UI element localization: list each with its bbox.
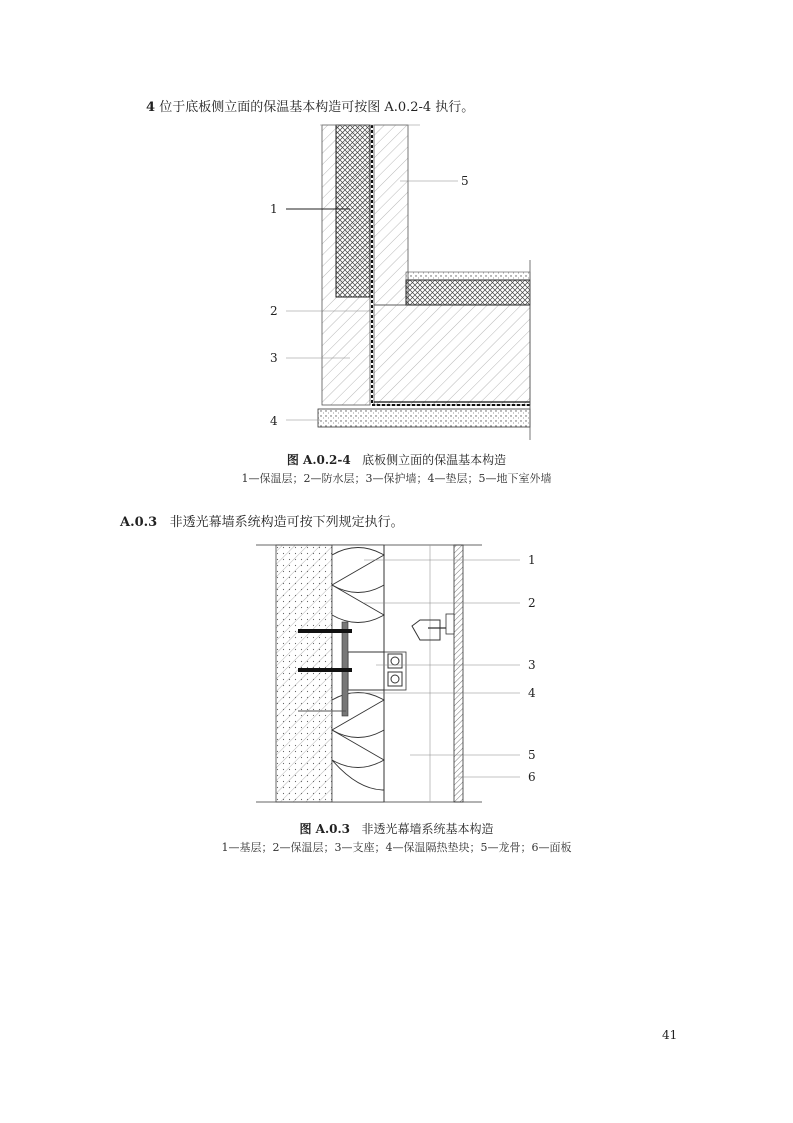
fig2-label-4: 4 bbox=[528, 686, 536, 700]
page-number: 41 bbox=[662, 1028, 678, 1042]
section-a03-text: 非透光幕墙系统构造可按下列规定执行。 bbox=[169, 515, 404, 530]
fig1-label-1: 1 bbox=[270, 202, 278, 216]
section-a03-paragraph bbox=[120, 511, 404, 530]
fig1-label-5: 5 bbox=[461, 174, 469, 188]
figure-a03-caption-title: 非透光幕墙系统基本构造 bbox=[361, 822, 494, 836]
figure-a024-caption-num: 图 A.0.2-4 bbox=[286, 453, 351, 467]
figure-a024-drawing bbox=[0, 0, 793, 470]
fig2-label-6: 6 bbox=[528, 770, 536, 784]
section-a03-number: A.0.3 bbox=[120, 515, 158, 530]
fig1-label-2: 2 bbox=[270, 304, 278, 318]
fig2-label-5: 5 bbox=[528, 748, 536, 762]
figure-a024-legend: 1—保温层；2—防水层；3—保护墙；4—垫层；5—地下室外墙 bbox=[241, 472, 552, 485]
fig2-label-3: 3 bbox=[528, 658, 536, 672]
fig2-label-1: 1 bbox=[528, 553, 536, 567]
section-4-number: 4 bbox=[146, 100, 156, 115]
figure-a024-caption bbox=[0, 451, 793, 468]
fig1-label-4: 4 bbox=[270, 414, 278, 428]
figure-a03-caption bbox=[0, 820, 793, 837]
figure-a024-caption-title: 底板侧立面的保温基本构造 bbox=[362, 453, 507, 467]
fig2-label-2: 2 bbox=[528, 596, 536, 610]
figure-a03-legend: 1—基层；2—保温层；3—支座；4—保温隔热垫块；5—龙骨；6—面板 bbox=[221, 841, 572, 854]
fig1-label-3: 3 bbox=[270, 351, 278, 365]
section-4-text: 位于底板侧立面的保温基本构造可按图 A.0.2-4 执行。 bbox=[159, 100, 475, 115]
figure-a03-caption-num: 图 A.0.3 bbox=[299, 822, 351, 836]
figure-a03-drawing bbox=[0, 530, 793, 820]
